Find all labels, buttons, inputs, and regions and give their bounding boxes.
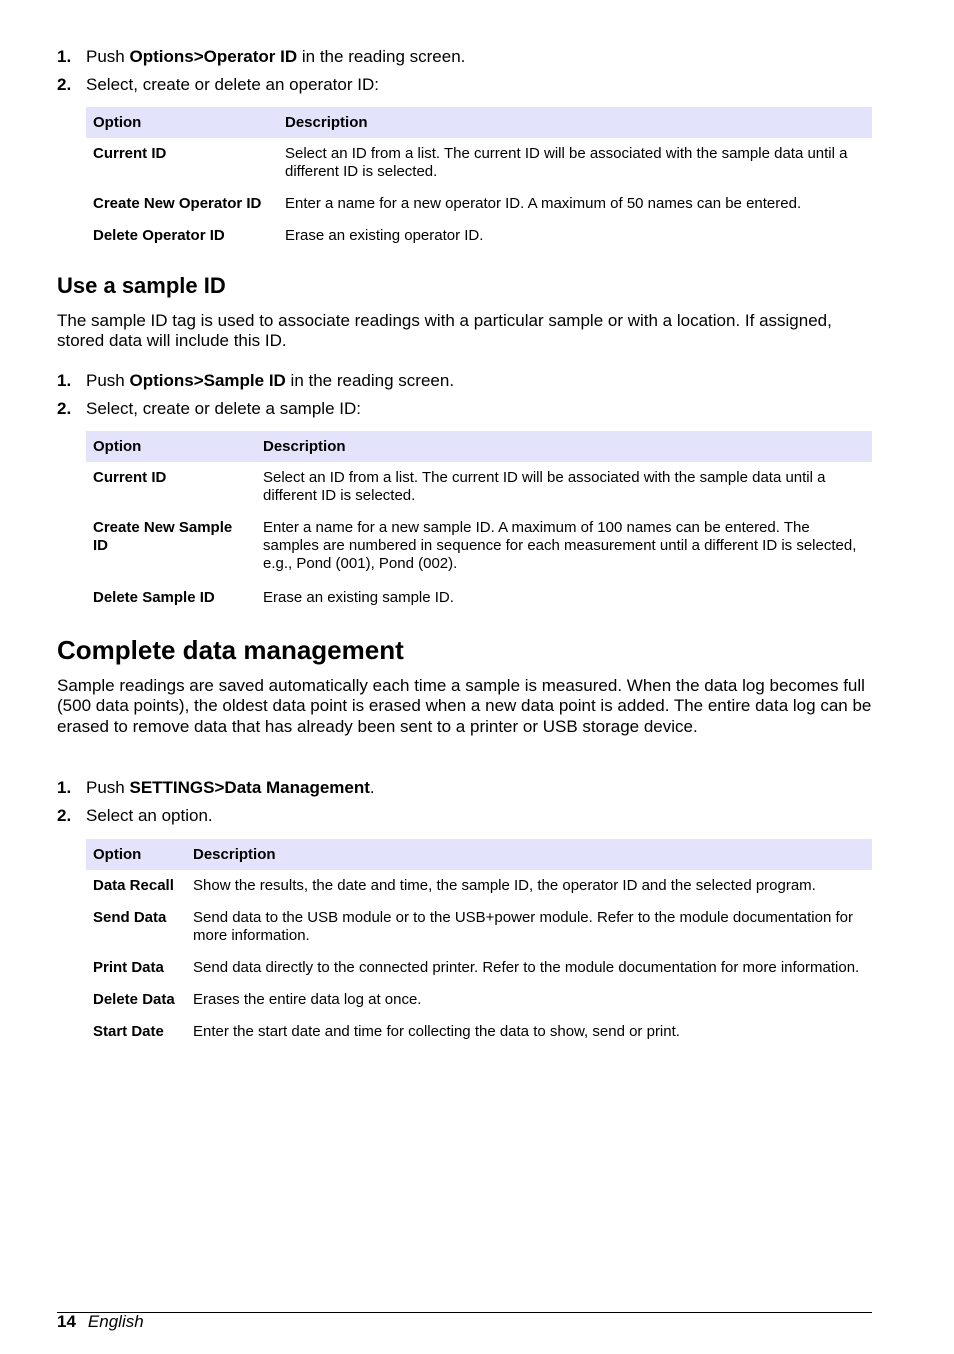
sample-step-1	[57, 371, 454, 391]
step-number: 1.	[57, 778, 72, 797]
option-cell: Current ID	[93, 469, 167, 486]
operator-step-1	[57, 47, 465, 67]
step-number: 1.	[57, 47, 72, 66]
table-row	[86, 984, 872, 1016]
operator-options-table	[86, 107, 872, 252]
description-cell: Enter the start date and time for collecting the data to show, send or print.	[193, 1023, 680, 1040]
footer-language: English	[87, 1312, 144, 1331]
table-row	[86, 870, 872, 902]
table-row	[86, 220, 872, 252]
column-header-option: Option	[86, 107, 278, 138]
step-text-end: in the reading screen.	[297, 47, 466, 66]
table-header-row	[86, 839, 872, 870]
option-cell: Print Data	[93, 959, 164, 976]
sample-intro-paragraph: The sample ID tag is used to associate readings with a particular sample or with a location. If assigned, stored data will include this ID.	[57, 311, 832, 351]
description-cell: Send data directly to the connected printer. Refer to the module documentation for more information.	[193, 959, 860, 976]
option-cell: Create New Operator ID	[93, 195, 262, 212]
description-cell: Erase an existing operator ID.	[285, 227, 484, 244]
step-number: 2.	[57, 806, 72, 825]
table-row	[86, 138, 872, 188]
option-cell: Current ID	[93, 145, 167, 162]
description-cell: Erases the entire data log at once.	[193, 991, 422, 1008]
table-row	[86, 902, 872, 952]
column-header-option: Option	[86, 839, 186, 870]
step-number: 2.	[57, 75, 72, 94]
data-step-2	[57, 806, 213, 826]
step-text-end: in the reading screen.	[285, 371, 455, 390]
step-text-end: .	[369, 778, 375, 797]
description-cell: Select an ID from a list. The current ID will be associated with the sample data until a different ID is selected.	[263, 469, 826, 504]
description-cell: Show the results, the date and time, the sample ID, the operator ID and the selected program.	[193, 877, 816, 894]
section-heading-data-management: Complete data management	[57, 635, 404, 665]
step-text: Push	[86, 371, 130, 390]
page-footer	[57, 1312, 144, 1332]
option-cell: Delete Operator ID	[93, 227, 225, 244]
sample-options-table	[86, 431, 872, 614]
footer-divider	[57, 1312, 872, 1313]
option-cell: Delete Data	[93, 991, 175, 1008]
sample-step-2	[57, 399, 361, 419]
table-row	[86, 952, 872, 984]
column-header-description: Description	[278, 107, 872, 138]
operator-step-2	[57, 75, 379, 95]
column-header-option: Option	[86, 431, 256, 462]
description-cell: Send data to the USB module or to the USB+power module. Refer to the module documentation for more information.	[193, 909, 853, 944]
table-row	[86, 512, 872, 582]
table-header-row	[86, 107, 872, 138]
step-text: Select an option.	[86, 806, 213, 825]
option-cell: Create New Sample ID	[93, 519, 233, 554]
step-menu-path: SETTINGS>Data Management	[129, 778, 370, 797]
description-cell: Enter a name for a new operator ID. A maximum of 50 names can be entered.	[285, 195, 802, 212]
column-header-description: Description	[256, 431, 872, 462]
data-management-intro-paragraph: Sample readings are saved automatically each time a sample is measured. When the data log becomes full (500 data points), the oldest data point is erased when a new data point is added. The entire data log can be erased to remove data that has already been sent to a printer or USB storage device.	[57, 676, 872, 736]
option-cell: Send Data	[93, 909, 167, 926]
table-row	[86, 1016, 872, 1048]
column-header-description: Description	[186, 839, 872, 870]
step-menu-path: Options>Operator ID	[129, 47, 298, 66]
description-cell: Select an ID from a list. The current ID will be associated with the sample data until a different ID is selected.	[285, 145, 848, 180]
table-row	[86, 462, 872, 512]
step-menu-path: Options>Sample ID	[129, 371, 286, 390]
description-cell: Enter a name for a new sample ID. A maximum of 100 names can be entered. The samples are numbered in sequence for each measurement until a different ID is selected, e.g., Pond (001), Pond (002).	[263, 519, 857, 572]
data-management-options-table	[86, 839, 872, 1048]
option-cell: Start Date	[93, 1023, 164, 1040]
step-text: Select, create or delete an operator ID:	[86, 75, 379, 94]
data-step-1	[57, 778, 375, 798]
table-row	[86, 582, 872, 614]
description-cell: Erase an existing sample ID.	[263, 589, 454, 606]
step-text: Push	[86, 47, 130, 66]
page-number: 14	[57, 1312, 76, 1331]
table-header-row	[86, 431, 872, 462]
option-cell: Delete Sample ID	[93, 589, 215, 606]
option-cell: Data Recall	[93, 877, 174, 894]
step-number: 2.	[57, 399, 72, 418]
step-number: 1.	[57, 371, 72, 390]
table-row	[86, 188, 872, 220]
step-text: Push	[86, 778, 130, 797]
section-heading-sample-id: Use a sample ID	[57, 273, 226, 298]
step-text: Select, create or delete a sample ID:	[86, 399, 361, 418]
